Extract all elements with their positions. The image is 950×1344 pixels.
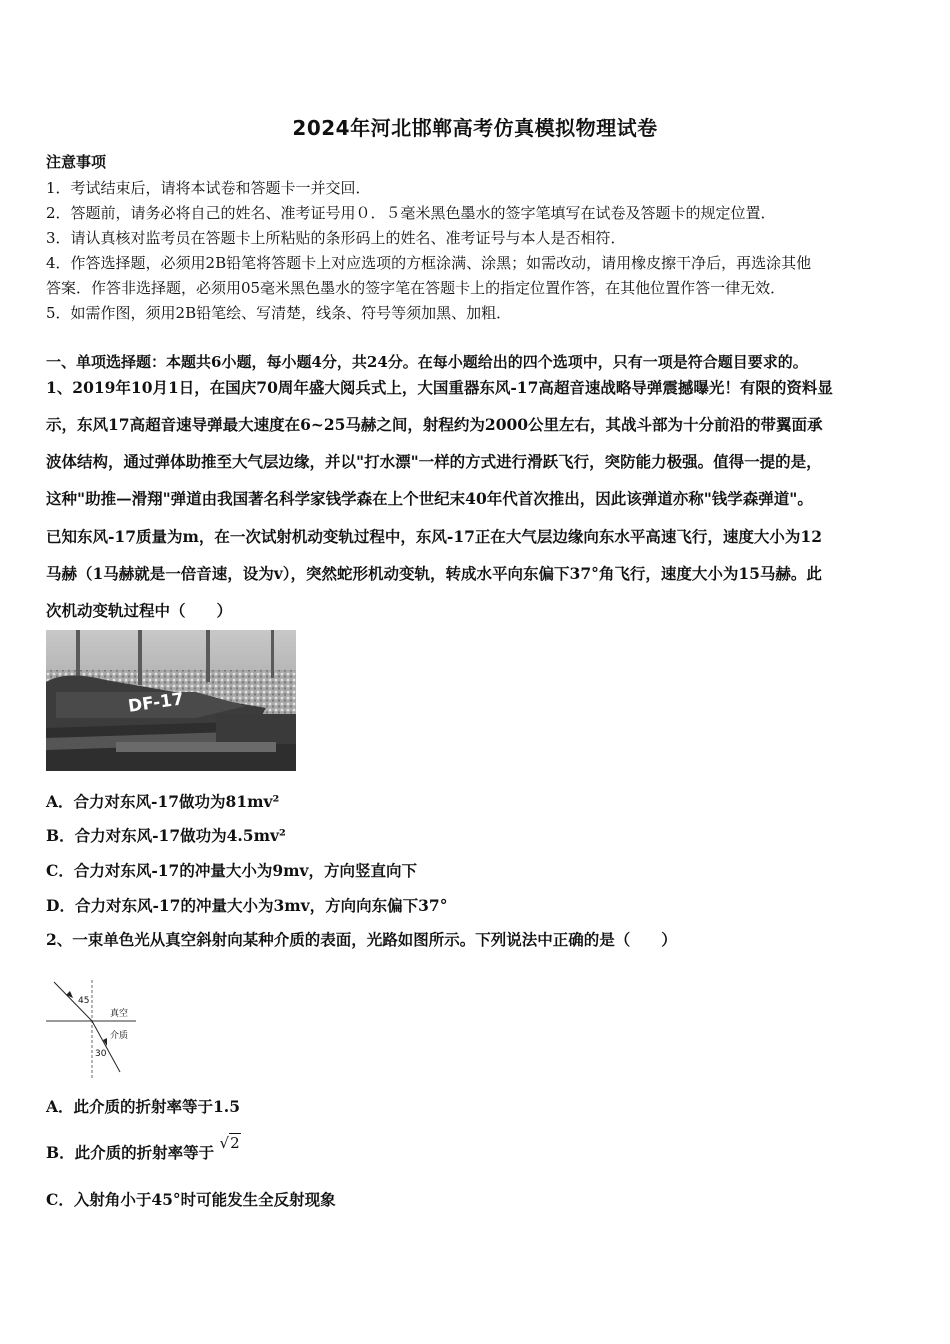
- q1-stem-line: 马赫（1马赫就是一倍音速，设为v），突然蛇形机动变轨，转成水平向东偏下37°角飞行，速度大小为15马赫。此: [46, 564, 822, 583]
- q2-option-a: A．此介质的折射率等于1.5: [46, 1097, 240, 1116]
- notice-item: 1．考试结束后，请将本试卷和答题卡一并交回．: [46, 179, 371, 197]
- q1-option-b: B．合力对东风-17做功为4.5mv²: [46, 826, 286, 845]
- page-title: 2024年河北邯郸高考仿真模拟物理试卷: [292, 116, 658, 140]
- vacuum-label: 真空: [110, 1009, 129, 1019]
- q2-option-b: [46, 1134, 241, 1163]
- q1-stem-line: 这种"助推—滑翔"弹道由我国著名科学家钱学森在上个世纪末40年代首次推出，因此该弹道亦称"钱学森弹道"。: [46, 489, 813, 508]
- notice-item: 5．如需作图，须用2B铅笔绘、写清楚，线条、符号等须加黑、加粗．: [46, 304, 512, 322]
- q1-stem-line: 示，东风17高超音速导弹最大速度在6~25马赫之间，射程约为2000公里左右，其战斗部为十分前沿的带翼面承: [46, 415, 823, 434]
- notice-item: 答案．作答非选择题，必须用05毫米黑色墨水的签字笔在答题卡上的指定位置作答，在其他位置作答一律无效．: [46, 279, 786, 297]
- notice-item: 2．答题前，请务必将自己的姓名、准考证号用０．５毫米黑色墨水的签字笔填写在试卷及答题卡的规定位置．: [46, 204, 776, 222]
- q1-stem-line: 次机动变轨过程中（ ）: [46, 601, 233, 620]
- q2-option-c: C．入射角小于45°时可能发生全反射现象: [46, 1190, 336, 1209]
- section-heading: 一、单项选择题：本题共6小题，每小题4分，共24分。在每小题给出的四个选项中，只有一项是符合题目要求的。: [46, 353, 808, 371]
- q2-option-b-text: B．此介质的折射率等于: [46, 1143, 215, 1162]
- notice-item: 3．请认真核对监考员在答题卡上所粘贴的条形码上的姓名、准考证号与本人是否相符．: [46, 229, 626, 247]
- angle-45-label: 45: [78, 996, 90, 1006]
- refraction-diagram: [46, 976, 156, 1084]
- q1-option-d: D．合力对东风-17的冲量大小为3mv，方向向东偏下37°: [46, 896, 448, 915]
- q1-stem-line: 1、2019年10月1日，在国庆70周年盛大阅兵式上，大国重器东风-17高超音速战略导弹震撼曝光！有限的资料显: [46, 378, 833, 397]
- q2-stem: 2、一束单色光从真空斜射向某种介质的表面，光路如图所示。下列说法中正确的是（ ）: [46, 930, 677, 949]
- q1-option-a: A．合力对东风-17做功为81mv²: [46, 792, 280, 811]
- notice-item: 4．作答选择题，必须用2B铅笔将答题卡上对应选项的方框涂满、涂黑；如需改动，请用橡皮擦干净后，再选涂其他: [46, 254, 812, 272]
- angle-30-label: 30: [95, 1049, 107, 1059]
- sqrt-expression: [220, 1133, 241, 1153]
- sqrt-icon: √: [219, 1134, 230, 1152]
- medium-label: 介质: [110, 1031, 129, 1041]
- q1-option-c: C．合力对东风-17的冲量大小为9mv，方向竖直向下: [46, 861, 418, 880]
- q1-stem-line: 已知东风-17质量为m，在一次试射机动变轨过程中，东风-17正在大气层边缘向东水平高速飞行，速度大小为12: [46, 527, 822, 546]
- q1-stem-line: 波体结构，通过弹体助推至大气层边缘，并以"打水漂"一样的方式进行滑跃飞行，突防能力极强。值得一提的是，: [46, 452, 822, 471]
- notice-heading: 注意事项: [46, 153, 107, 171]
- sqrt-value: 2: [230, 1134, 240, 1152]
- missile-label: DF-17: [126, 689, 186, 717]
- df17-missile-photo: [46, 630, 296, 771]
